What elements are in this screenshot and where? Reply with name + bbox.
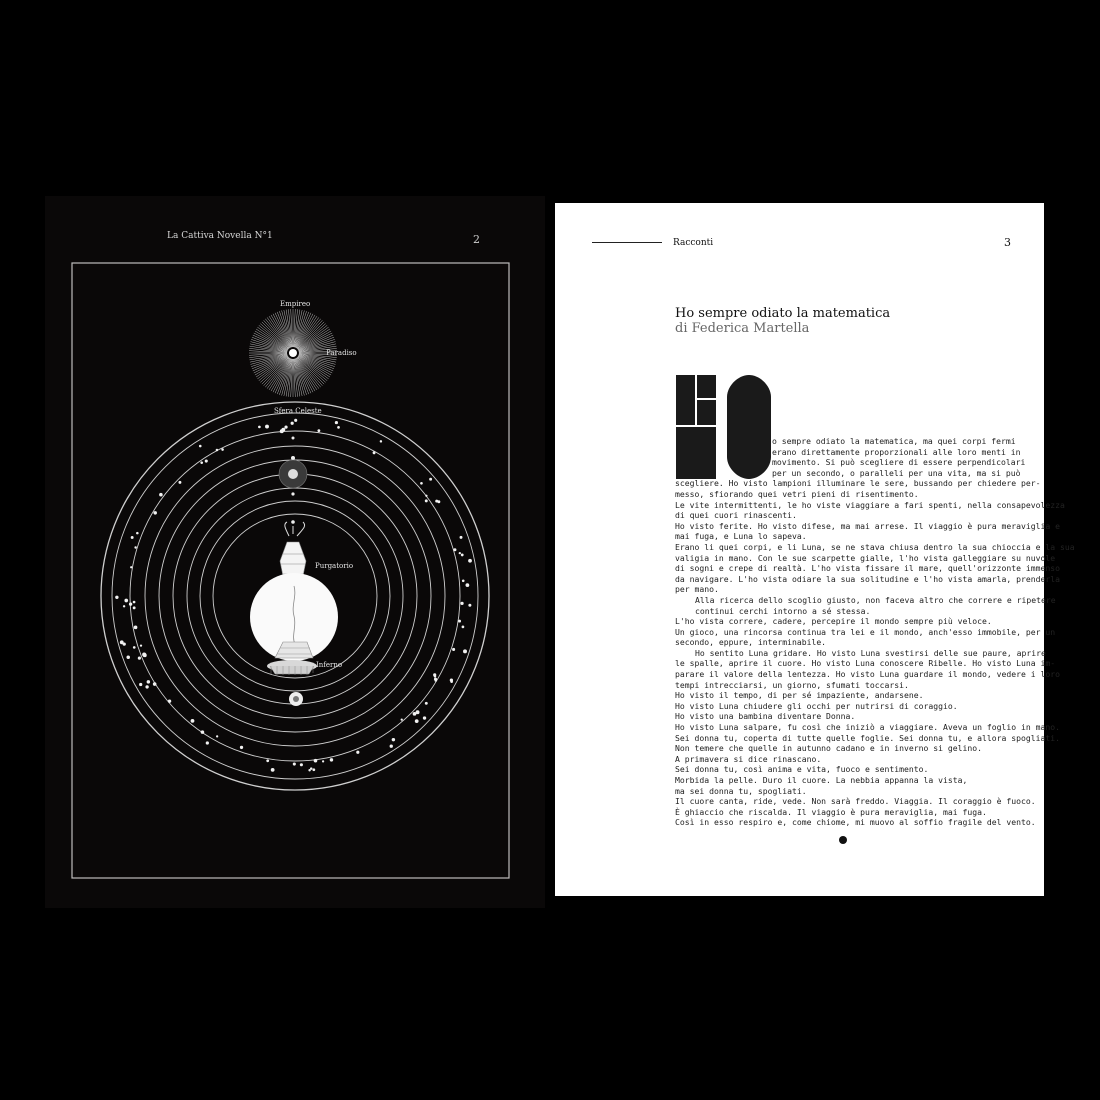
star [216, 735, 218, 737]
star [147, 680, 150, 683]
star [168, 699, 171, 702]
star [300, 763, 303, 766]
label-inferno: Inferno [316, 661, 343, 669]
story-line: parare il valore della lentezza. Ho visto Luna guardare il mondo, vedere i loro [675, 669, 1060, 680]
story-title: Ho sempre odiato la matematica [675, 306, 891, 321]
story-line: Un gioco, una rincorsa continua tra lei e il mondo, anch'esso immobile, per un [675, 626, 1056, 637]
star [126, 655, 129, 658]
star [459, 552, 461, 554]
story-line: le spalle, aprire il cuore. Ho visto Luna conoscere Ribelle. Ho visto Luna im- [675, 658, 1056, 669]
story-line: ma sei donna tu, spogliati. [675, 785, 807, 796]
story-line: erano direttamente proporzionali alle loro menti in [772, 446, 1021, 457]
star [130, 566, 132, 568]
star [322, 760, 324, 762]
story-line: Ho visto il tempo, di per sé impaziente, andarsene. [675, 690, 924, 701]
section-label: Racconti [673, 238, 714, 248]
story-line: Erano li quei corpi, e li Luna, se ne stava chiusa dentro la sua chioccia e la sua [675, 541, 1075, 552]
earth-globe [250, 573, 338, 661]
star [133, 646, 136, 649]
story-line: secondo, eppure, interminabile. [675, 637, 827, 648]
star [460, 602, 463, 605]
star [460, 536, 463, 539]
star [434, 675, 437, 678]
star [129, 603, 132, 606]
star [294, 419, 297, 422]
star [178, 481, 181, 484]
story-line: Ho visto ferite. Ho visto difese, ma mai arrese. Il viaggio è pura meraviglia e [675, 520, 1060, 531]
star [468, 604, 471, 607]
story-line: movimento. Si può scegliere di essere perpendicolari [772, 457, 1026, 468]
story-line: Morbida la pelle. Duro il cuore. La nebbia appanna la vista, [675, 775, 968, 785]
star [413, 712, 417, 716]
star [120, 640, 124, 644]
star [191, 719, 195, 723]
star [467, 584, 469, 586]
star [468, 559, 472, 563]
star [450, 680, 453, 683]
story-line: messo, sfiorando quei vetri pieni di risentimento. [675, 488, 919, 499]
star [462, 579, 465, 582]
story-line: scegliere. Ho visto lampioni illuminare le sere, bussando per chiedere per- [675, 478, 1041, 489]
story-line: da navigare. L'ho vista odiare la sua solitudine e l'ho vista amarla, prenderla [675, 573, 1060, 584]
label-sfera-celeste: Sfera Celeste [274, 407, 322, 415]
star [458, 620, 461, 623]
star [143, 653, 147, 657]
star [139, 683, 142, 686]
star [314, 759, 318, 763]
star [221, 448, 224, 451]
star [115, 596, 118, 599]
story-line: valigia in mano. Con le sue scarpette gialle, l'ho vista galleggiare su nuvole [675, 552, 1056, 563]
star [271, 768, 275, 772]
story-line: mai fuga, e Luna lo sapeva. [675, 531, 807, 542]
story-line: È ghiaccio che riscalda. Il viaggio è pura meraviglia, mai fuga. [675, 806, 987, 817]
star [205, 459, 208, 462]
star [380, 440, 382, 442]
story-line: L'ho vista correre, cadere, percepire il mondo sempre più veloce. [675, 616, 992, 627]
star [420, 482, 423, 485]
star [293, 762, 296, 765]
star [134, 626, 138, 630]
story-line: Non temere che quelle in autunno cadano e in inverno si gelino. [675, 743, 982, 754]
story-line: Alla ricerca dello scoglio giusto, non faceva altro che correre e ripetere [695, 594, 1056, 605]
end-mark [839, 836, 847, 844]
star [425, 495, 427, 497]
label-purgatorio: Purgatorio [315, 562, 354, 570]
story-line: Le vite intermittenti, le ho viste viaggiare a fari spenti, nella consapevolezza [675, 499, 1065, 510]
story-line: Ho visto una bambina diventare Donna. [675, 711, 856, 722]
star [266, 759, 269, 762]
star [136, 532, 139, 535]
star [138, 657, 141, 660]
star [133, 606, 136, 609]
star [453, 548, 456, 551]
header-rule [592, 242, 662, 243]
star [437, 500, 440, 503]
story-line: Il cuore canta, ride, vede. Non sarà freddo. Viaggia. Il coraggio è fuoco. [675, 796, 1036, 807]
star [153, 511, 156, 514]
star [200, 461, 203, 464]
left-page-number: 2 [473, 233, 480, 246]
story-body [675, 436, 1075, 828]
story-line: Così in esso respiro e, come chiome, mi muovo al soffio fragile del vento. [675, 817, 1036, 828]
star [281, 428, 285, 432]
story-line: per un secondo, o paralleli per una vita, ma si può [772, 467, 1021, 478]
star [452, 648, 455, 651]
star [291, 422, 294, 425]
story-line: di sogni e crepe di realtà. L'ho vista fissare il mare, quell'orizzonte immenso [675, 563, 1060, 574]
star [435, 679, 437, 681]
star [373, 451, 376, 454]
star [123, 605, 125, 607]
star [140, 645, 142, 647]
star [206, 741, 209, 744]
story-line: Ho sentito Luna gridare. Ho visto Luna svestirsi delle sue paure, aprire [695, 647, 1046, 658]
label-empireo: Empireo [280, 300, 311, 308]
star [240, 746, 243, 749]
story-line: Sei donna tu, coperta di tutte quelle foglie. Sei donna tu, e allora spogliati. [675, 732, 1060, 743]
star [415, 719, 419, 723]
star [423, 716, 426, 719]
star [425, 499, 428, 502]
empireo-core [289, 349, 297, 357]
star [284, 426, 287, 429]
right-page [555, 203, 1075, 896]
star [124, 599, 128, 603]
star [216, 449, 219, 452]
star [337, 426, 340, 429]
star [462, 626, 465, 629]
story-line: Sei donna tu, così anima e vita, fuoco e sentimento. [675, 764, 929, 775]
star [335, 421, 338, 424]
star [201, 730, 205, 734]
star [199, 445, 202, 448]
star [463, 649, 467, 653]
story-line: continui cerchi intorno a sé stessa. [695, 605, 871, 616]
star [392, 738, 395, 741]
star [145, 685, 148, 688]
story-line: Ho visto Luna chiudere gli occhi per nutrirsi di coraggio. [675, 700, 958, 711]
star [131, 536, 134, 539]
story-line: tempi intrecciarsi, un giorno, sfumati toccarsi. [675, 679, 909, 690]
star [461, 554, 464, 557]
star [312, 768, 315, 771]
story-line: di quei cuori rinascenti. [675, 510, 797, 521]
left-page [45, 196, 545, 908]
star [153, 682, 157, 686]
star [356, 751, 359, 754]
star [401, 718, 403, 720]
cosmos-illustration [45, 196, 545, 908]
right-page-number: 3 [1004, 236, 1011, 249]
star [390, 745, 393, 748]
star [159, 493, 163, 497]
story-line: A primavera si dice rinascano. [675, 753, 822, 764]
star [265, 425, 269, 429]
star [134, 546, 136, 548]
story-line: per mano. [675, 584, 719, 595]
star [429, 478, 432, 481]
star [258, 426, 261, 429]
star [133, 601, 136, 604]
star [317, 429, 320, 432]
star [425, 702, 428, 705]
left-page-header: La Cattiva Novella N°1 [167, 231, 273, 241]
star [308, 769, 310, 771]
inferno-cone [267, 660, 317, 675]
story-line: Ho visto Luna salpare, fu così che iniziò a viaggiare. Aveva un foglio in mano. [675, 722, 1060, 733]
label-paradiso: Paradiso [326, 349, 357, 357]
story-line: o sempre odiato la matematica, ma quei corpi fermi [772, 436, 1016, 446]
star [330, 758, 333, 761]
story-author: di Federica Martella [675, 321, 810, 336]
